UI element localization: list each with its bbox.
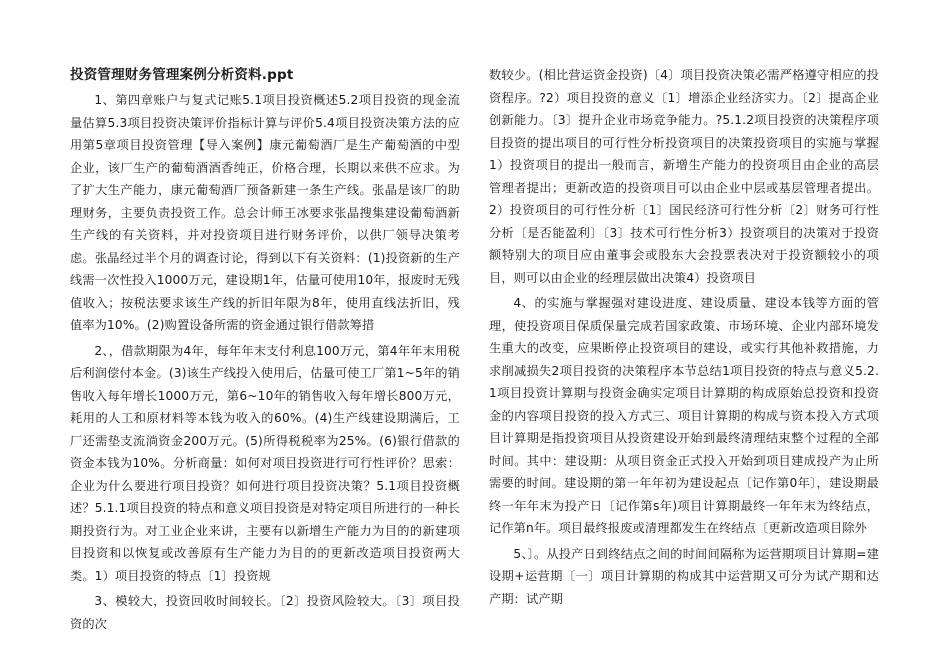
paragraph-5: 5、〕。从投产日到终结点之间的时间间隔称为运营期项目计算期=建设期+运营期〔一〕项目计算期的构成其中运营期又可分为试产期和达产期：试产期 [489,546,879,606]
document-title: 投资管理财务管理案例分析资料.ppt [70,67,294,83]
paragraph-1: 1、第四章账户与复式记账5.1项目投资概述5.2项目投资的现金流量估算5.3项目投资决策评价指标计算与评价5.4项目投资决策方法的应用第5章项目投资管理【导入案例】康元葡萄酒厂是生产葡萄酒的中型企业，该厂生产的葡萄酒酒香纯正，价格合理，长期以来供不应求。为了扩大生产能力，康元葡萄酒厂预备新建一条生产线。张晶是该厂的助理财务，主要负责投资工作。总会计师王冰要求张晶搜集建设葡萄酒新生产线的有关资料，并对投资项目进行财务评价，以供厂领导决策考虑。张晶经过半个月的调查讨论，得到以下有关资料：(1)投资新的生产线需一次性投入1000万元，建设期1年，估量可使用10年，报废时无残值收入；按税法要求该生产线的折旧年限为8年，使用直线法折旧，残值率为10%。(2)购置设备所需的资金通过银行借款筹措 [70,93,460,332]
left-column [70,64,460,638]
paragraph-3-continued: 数较少。(相比营运资金投资)〔4〕项目投资决策必需严格遵守相应的投资程序。?2）项目投资的意义〔1〕增添企业经济实力。〔2〕提高企业创新能力。〔3〕提升企业市场竞争能力。?5.1.2项目投资的决策程序项目投资的提出项目的可行性分析投资项目的决策投资项目的实施与掌握1）投资项目的提出一般而言，新增生产能力的投资项目由企业的高层管理者提出；更新改造的投资项目可以由企业中层或基层管理者提出。2）投资项目的可行性分析〔1〕国民经济可行性分析〔2〕财务可行性分析〔是否能盈利〕〔3〕技术可行性分析3）投资项目的决策对于投资额特别大的项目应由董事会或股东大会投票表决对于投资额较小的项目，则可以由企业的经理层做出决策4）投资项目 [489,68,879,285]
paragraph-2: 2、，借款期限为4年，每年年末支付利息100万元，第4年年末用税后利润偿付本金。(3)该生产线投入使用后，估量可使工厂第1~5年的销售收入每年增长1000万元，第6~10年的销售收入每年增长800万元，耗用的人工和原材料等本钱为收入的60%。(4)生产线建设期满后，工厂还需垫支流淌资金200万元。(5)所得税税率为25%。(6)银行借款的资金本钱为10%。分析商量：如何对项目投资进行可行性评价？思索：企业为什么要进行项目投资？如何进行项目投资决策？5.1项目投资概述？5.1.1项目投资的特点和意义项目投资是对特定项目所进行的一种长期投资行为。对工业企业来讲，主要有以新增生产能力为目的的新建项目投资和以恢复或改善原有生产能力为目的的更新改造项目投资两大类。1）项目投资的特点〔1〕投资规 [70,343,460,583]
right-column [489,64,879,613]
paragraph-4: 4、的实施与掌握强对建设进度、建设质量、建设本钱等方面的管理，使投资项目保质保量完成若国家政策、市场环境、企业内部环境发生重大的改变，应果断停止投资项目的建设，或实行其他补救措施，力求削减损失2项目投资的决策程序本节总结1项目投资的特点与意义5.2.1项目投资计算期与投资金确实定项目计算期的构成原始总投资和投资金的内容项目投资的投入方式三、项目计算期的构成与资本投入方式项目计算期是指投资项目从投资建设开始到最终清理结束整个过程的全部时间。其中：建设期：从项目资金正式投入开始到项目建成投产为止所需要的时间。建设期的第一年年初为建设起点〔记作第0年〕，建设期最终一年年末为投产日〔记作第s年)项目计算期最终一年年末为终结点，记作第n年。项目最终报废或清理都发生在终结点〔更新改造项目除外 [489,296,879,535]
paragraph-3: 3、模较大，投资回收时间较长。〔2〕投资风险较大。〔3〕项目投资的次 [70,594,460,631]
